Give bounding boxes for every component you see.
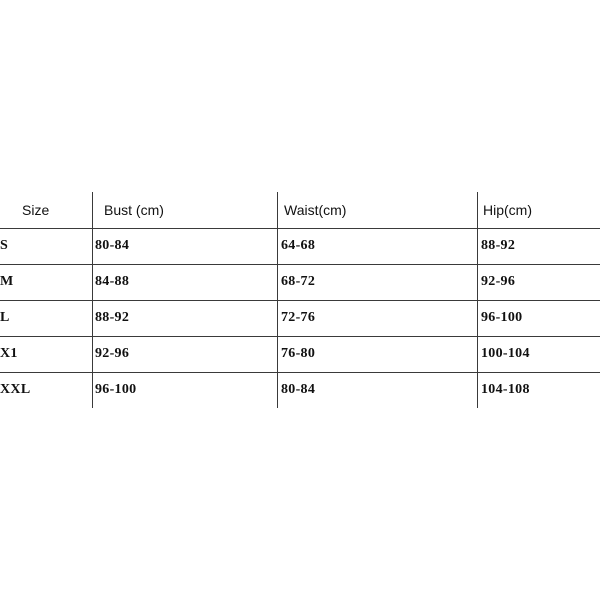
hip-cell: 96-100 [481,310,523,325]
hip-cell: 104-108 [481,382,530,397]
size-cell: XXL [0,382,31,397]
table-row [0,372,600,408]
table-row [0,264,600,300]
bust-cell: 88-92 [95,310,130,325]
waist-cell: 68-72 [281,274,316,289]
header-hip: Hip(cm) [483,202,532,218]
header-waist: Waist(cm) [284,202,347,218]
hip-cell: 92-96 [481,274,516,289]
size-chart-table [0,192,600,408]
bust-cell: 92-96 [95,346,130,361]
waist-cell: 80-84 [281,382,316,397]
header-size: Size [22,202,50,218]
size-cell: L [0,310,10,325]
bust-cell: 80-84 [95,238,130,253]
waist-cell: 72-76 [281,310,316,325]
header-bust: Bust (cm) [104,202,164,218]
table-row [0,300,600,336]
size-cell: M [0,274,14,289]
waist-cell: 64-68 [281,238,316,253]
size-cell: S [0,238,9,253]
bust-cell: 84-88 [95,274,130,289]
size-cell: X1 [0,346,18,361]
table-header-row [0,192,600,228]
hip-cell: 88-92 [481,238,516,253]
hip-cell: 100-104 [481,346,530,361]
waist-cell: 76-80 [281,346,316,361]
bust-cell: 96-100 [95,382,137,397]
table-row [0,228,600,264]
table-row [0,336,600,372]
